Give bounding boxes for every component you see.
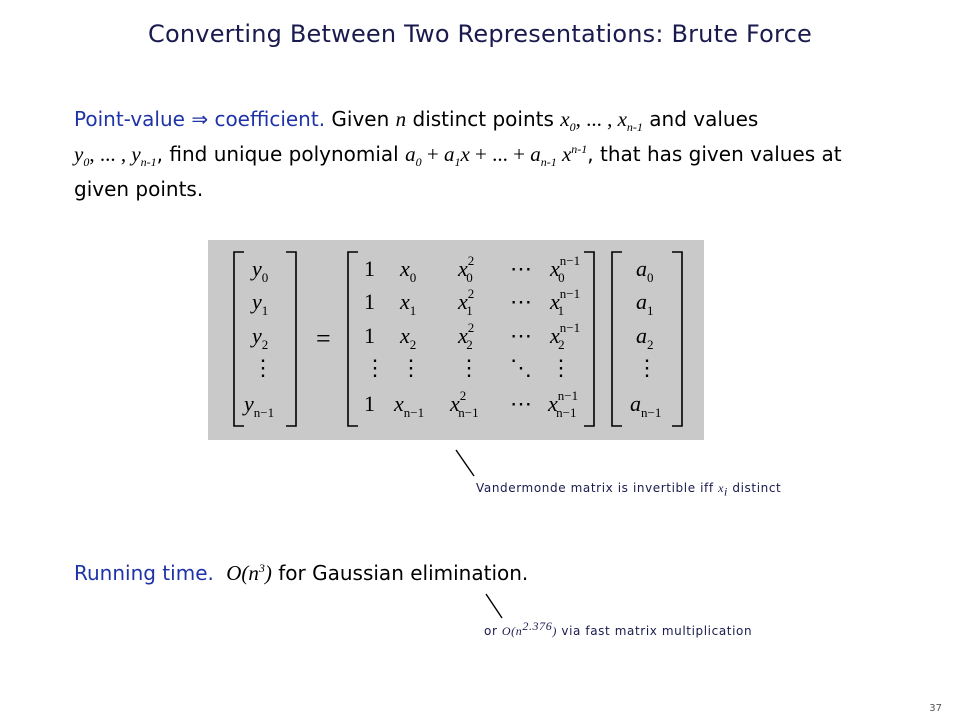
matrix-entry-3-0: ⋮ (364, 355, 386, 380)
ellipsis-2: , ... , (89, 142, 132, 166)
a-entry-1: $a_1$ (636, 289, 654, 318)
matrix-right-bracket (584, 252, 594, 426)
matrix-entry-4-4: $x^{n-1}$ n−1 (548, 388, 579, 420)
text-given: Given (325, 107, 396, 131)
matrix-entry-0-3: ⋯ (510, 256, 532, 281)
matrix-entry-0-4: $x^{n-1}$ 0 (550, 253, 581, 285)
plus-2: + ... + (469, 142, 531, 166)
matrix-entry-3-2: ⋮ (458, 355, 480, 380)
y-entry-1: $y_1$ (252, 289, 269, 318)
matrix-entry-3-1: ⋮ (400, 355, 422, 380)
matrix-entry-4-2: $x^2$ n−1 (450, 388, 479, 420)
plus-1: + (421, 142, 444, 166)
running-time-label: Running time. (74, 561, 214, 585)
matrix-entry-3-3: ⋱ (510, 355, 532, 380)
matrix-entry-1-3: ⋯ (510, 289, 532, 314)
matrix-entry-0-1: $x_0$ (400, 256, 417, 285)
running-time-line (74, 558, 528, 588)
matrix-entry-4-3: ⋯ (510, 391, 532, 416)
matrix-entry-2-3: ⋯ (510, 323, 532, 348)
text-and-values: and values (642, 107, 759, 131)
gaussian-text: for Gaussian elimination. (271, 561, 529, 585)
slide-title: Converting Between Two Representations: Brute Force (148, 20, 812, 48)
y-entry-0: $y_0$ (252, 256, 269, 285)
y-entry-2: $y_2$ (252, 323, 269, 352)
text-find-polynomial: , find unique polynomial (156, 142, 406, 166)
matrix-entry-1-1: $x_1$ (400, 289, 417, 318)
matrix-entry-1-0: 1 (364, 289, 375, 314)
text-distinct-points: distinct points (406, 107, 561, 131)
matrix-entry-2-1: $x_2$ (400, 323, 417, 352)
problem-statement (74, 102, 894, 207)
var-a1x: $a_1x$ (443, 142, 470, 170)
matrix-entry-2-0: 1 (364, 323, 375, 348)
page-number: 37 (929, 703, 942, 714)
a-entry-2: $a_2$ (636, 323, 654, 352)
y-vector-left-bracket (234, 252, 244, 426)
var-xn: $x_{n-1}$ (617, 107, 643, 135)
note-pointer-arrow-2 (482, 590, 506, 622)
matrix-entry-0-0: 1 (364, 256, 375, 281)
matrix-entry-1-2: $x^2$ 1 (458, 286, 475, 318)
var-yn: $y_{n-1}$ (131, 142, 157, 170)
var-a0: $a_0$ (405, 142, 422, 170)
matrix-entry-3-4: ⋮ (550, 355, 572, 380)
implies-arrow-icon: ⇒ (191, 107, 209, 131)
point-value-label: Point-value (74, 107, 185, 131)
equals-sign: = (316, 324, 331, 353)
matrix-left-bracket (348, 252, 358, 426)
matrix-entry-0-2: $x^2$ 0 (458, 253, 475, 285)
ellipsis-1: , ... , (575, 107, 618, 131)
y-entry-3: ⋮ (252, 355, 274, 380)
a-entry-0: $a_0$ (636, 256, 654, 285)
text-given-values: , that has given values at given points. (74, 142, 842, 201)
var-an-xn: $a_{n-1}$ $x^{n-1}$ (530, 142, 588, 170)
var-y0: $y_0$ (74, 142, 90, 170)
a-entry-4: $a_{n-1}$ (630, 391, 662, 420)
fast-multiplication-note: or $O(n^{2.376})$ via fast matrix multiplication (484, 619, 753, 638)
matrix-entry-4-1: $x_{n-1}$ (394, 391, 425, 420)
matrix-entry-2-4: $x^{n-1}$ 2 (550, 320, 581, 352)
note-pointer-arrow-1 (452, 446, 478, 480)
matrix-entry-1-4: $x^{n-1}$ 1 (550, 286, 580, 318)
var-n: n (395, 107, 407, 131)
vandermonde-matrix-figure (208, 240, 704, 440)
matrix-entry-4-0: 1 (364, 391, 375, 416)
vandermonde-note: Vandermonde matrix is invertible iff $x_i$ distinct (476, 481, 782, 499)
matrix-entry-2-2: $x^2$ 2 (458, 320, 475, 352)
vandermonde-equation (208, 240, 704, 440)
var-x0: $x_0$ (560, 107, 576, 135)
y-entry-4: $y_{n-1}$ (244, 391, 275, 420)
a-vector-right-bracket (672, 252, 682, 426)
y-vector-right-bracket (286, 252, 296, 426)
a-vector-left-bracket (612, 252, 622, 426)
complexity-n3: $O(n^3)$ (226, 561, 272, 585)
coefficient-label: coefficient. (214, 107, 326, 131)
a-entry-3: ⋮ (636, 355, 658, 380)
